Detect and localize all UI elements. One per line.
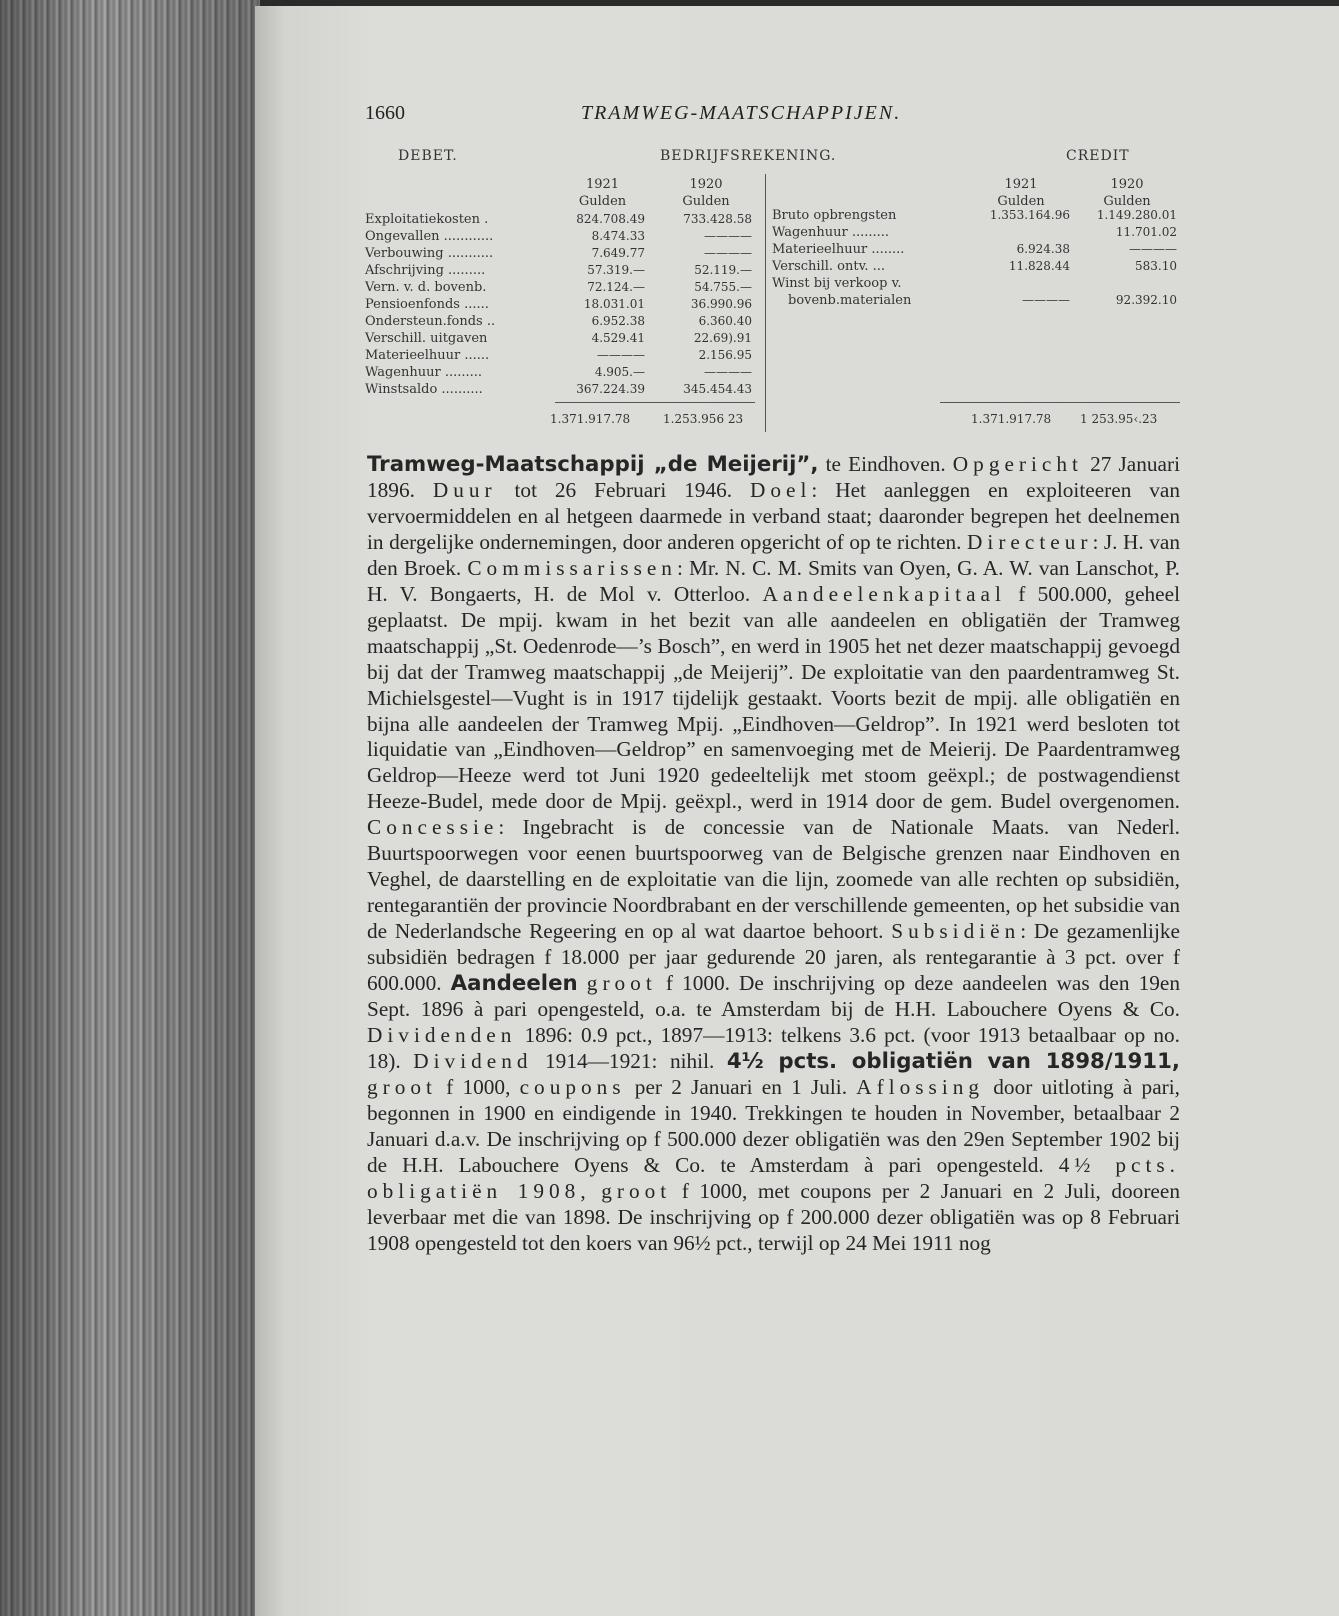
debit-row (360, 331, 760, 346)
value-1920: 6.360.40 (698, 314, 752, 328)
book-page-edges (0, 0, 260, 1616)
year-label: 1921 (1004, 177, 1038, 192)
row-label: Ongevallen ............ (365, 229, 494, 244)
value-1920: 583.10 (1135, 259, 1177, 273)
value-1921: 72.124.— (587, 280, 645, 294)
credit-row (772, 208, 1192, 223)
field-keyword: groot (367, 1074, 437, 1099)
debit-row (360, 365, 760, 380)
year-label: 1920 (1110, 177, 1144, 192)
field-keyword: Opgericht (952, 452, 1083, 476)
credit-row (772, 242, 1192, 257)
row-label: Ondersteun.fonds .. (365, 314, 496, 329)
value-1921: 824.708.49 (576, 212, 645, 226)
account-title: BEDRIJFSREKENING. (660, 148, 837, 164)
value-1920: 11.701.02 (1115, 225, 1177, 239)
year-label: 1921 (585, 177, 620, 192)
entry-text (578, 971, 587, 995)
running-head (365, 100, 1165, 130)
row-label: bovenb.materialen (788, 293, 912, 308)
field-keyword: Aandeelenkapitaal (762, 581, 1006, 606)
entry-paragraph (367, 452, 1180, 1257)
unit-label: Gulden (1103, 194, 1151, 209)
row-label: Vern. v. d. bovenb. (365, 280, 487, 295)
credit-row (772, 225, 1192, 240)
row-label: Exploitatiekosten . (365, 212, 489, 227)
value-1920: 54.755.— (694, 280, 752, 294)
field-keyword: Directeur (967, 529, 1093, 554)
company-entry-text (367, 452, 1180, 1572)
value-1920: 92.392.10 (1115, 293, 1177, 307)
row-label: Materieelhuur ...... (365, 348, 490, 363)
entry-text: per 2 Januari en 1 Juli. (625, 1074, 857, 1099)
debit-heading: DEBET. (398, 148, 458, 164)
credit-heading: CREDIT (1066, 148, 1130, 164)
entry-text: : Het aanleggen en exploiteeren van vervoermiddelen en al hetgeen daarmede in verband staat; daaronder begrepen het deelnemen in dergelijke ondernemingen, door anderen opgericht of op te richten. (367, 477, 1180, 554)
value-1920: ———— (704, 365, 752, 379)
entry-text: 1896: 0.9 pct., 1897—1913: telkens 3.6 pct. (voor 1913 betaalbaar op no. 18). (367, 1022, 1180, 1073)
debit-row (360, 280, 760, 295)
row-label: Materieelhuur ........ (772, 242, 905, 257)
debit-total-1921: 1.371.917.78 (550, 412, 631, 426)
value-1920: 1.149.280.01 (1096, 208, 1177, 222)
field-keyword: coupons (519, 1074, 626, 1099)
row-label: Verschill. uitgaven (365, 331, 488, 346)
value-1920: ———— (704, 246, 752, 260)
value-1921: 11.828.44 (1008, 259, 1070, 273)
entry-text: te Eindhoven. (818, 452, 953, 476)
entry-text: f 1000, (436, 1074, 520, 1099)
field-keyword: Concessie (367, 815, 499, 840)
debit-col-1921 (560, 176, 645, 210)
value-1920: ———— (704, 229, 752, 243)
field-keyword: Dividenden (367, 1022, 517, 1047)
value-1921: 8.474.33 (591, 229, 645, 243)
field-keyword: groot (586, 971, 657, 996)
field-keyword: groot (601, 1178, 672, 1203)
field-keyword: Aflossing (856, 1074, 985, 1099)
row-label: Winstsaldo .......... (365, 382, 483, 397)
field-keyword: Doel (749, 477, 812, 502)
entry-text: : De gezamenlijke subsidiën bedragen f 18.000 per jaar gedurende 20 jaren, als rentegarantie à 3 pct. over f 600.000. (367, 919, 1180, 996)
entry-text: f 500.000, geheel geplaatst. De mpij. kwam in het bezit van alle aandeelen en obligatiën der Tramweg maatschappij „St. Oedenrode—’s Bosch”, en werd in 1905 het net dezer maatschappij gevoegd bij dat der Tramweg maatschappij „de Meijerij”. De exploitatie van den paardentramweg St. Michielsgestel—Vught is in 1917 tijdelijk gestaakt. Voorts bezit de mpij. alle obligatiën en bijna alle aandeelen der Tramweg Mpij. „Eindhoven—Geldrop”. In 1921 werd besloten tot liquidatie van „Eindhoven—Geldrop” en samenvoeging met de Meierij. De Paardentramweg Geldrop—Heeze werd tot Juni 1920 gedeeltelijk met stoom geëxpl.; de postwagendienst Heeze-Budel, mede door de Mpij. geëxpl., werd in 1914 door de gem. Budel overgenomen. (367, 581, 1180, 814)
row-label: Afschrijving ......... (365, 263, 486, 278)
debit-row (360, 297, 760, 312)
field-keyword: Duur (432, 477, 497, 502)
credit-row (772, 293, 1192, 308)
value-1920: 22.69).91 (693, 331, 752, 345)
entry-text (591, 1179, 602, 1203)
entry-text: door uitloting à pari, begonnen in 1900 en eindigende in 1940. Trekkingen te houden in November, betaalbaar 2 Januari d.a.v. De inschrijving op f 500.000 dezer obligatiën was den 29en September 1902 bij de H.H. Labouchere Oyens & Co. te Amsterdam à pari opengesteld. (367, 1074, 1180, 1177)
unit-label: Gulden (578, 194, 627, 209)
column-divider (765, 174, 766, 432)
debit-row (360, 263, 760, 278)
entry-text: 1914—1921: nihil. (532, 1048, 727, 1073)
value-1920: 733.428.58 (683, 212, 752, 226)
value-1921: 6.924.38 (1016, 242, 1070, 256)
debit-total-1920: 1.253.956 23 (663, 412, 744, 426)
value-1921: 1.353.164.96 (989, 208, 1070, 222)
unit-label: Gulden (997, 194, 1045, 209)
row-label: Winst bij verkoop v. (772, 276, 902, 291)
field-keyword: Dividend (413, 1048, 533, 1073)
debit-row (360, 229, 760, 244)
field-keyword: Subsidiën (891, 919, 1021, 944)
section-heading: 4½ pcts. obligatiën van 1898/1911, (726, 1048, 1180, 1074)
entry-text: : Ingebracht is de concessie van de Nationale Maats. van Nederl. Buurtspoorwegen voor eenen buurtspoorweg van de Belgische grenzen naar Eindhoven en Veghel, de daarstelling en de exploitatie van die lijn, zoomede van alle rechten op subsidiën, rentegarantiën der provincie Noordbrabant en der verschillende gemeenten, op het subsidie van de Nederlandsche Regeering en op al wat daartoe behoort. (367, 815, 1180, 944)
credit-total-1920: 1 253.95‹.23 (1080, 412, 1158, 426)
debit-row (360, 212, 760, 227)
company-name-heading: Tramweg-Maatschappij „de Meijerij”, (367, 452, 819, 477)
credit-row (772, 276, 1192, 291)
value-1921: ———— (597, 348, 645, 362)
row-label: Verschill. ontv. ... (772, 259, 886, 274)
row-label: Bruto opbrengsten (772, 208, 897, 223)
debit-row (360, 246, 760, 261)
page-number: 1660 (365, 102, 405, 124)
credit-row (772, 259, 1192, 274)
row-label: Wagenhuur ......... (772, 225, 890, 240)
row-label: Wagenhuur ......... (365, 365, 483, 380)
entry-text: 27 Januari 1896. (367, 452, 1180, 502)
field-keyword: 4½ pcts. obligatiën 1908, (367, 1152, 1181, 1203)
entry-text: : J. H. van den Broek. (367, 529, 1180, 580)
credit-total-1921: 1.371.917.78 (971, 412, 1052, 426)
value-1921: 367.224.39 (576, 382, 645, 396)
value-1921: 18.031.01 (583, 297, 645, 311)
year-label: 1920 (689, 177, 723, 192)
bedrijfsrekening-table (360, 148, 1190, 438)
value-1920: ———— (1129, 242, 1177, 256)
value-1921: ———— (1022, 293, 1070, 307)
credit-total-rule (940, 402, 1180, 403)
debit-row (360, 348, 760, 363)
debit-total-rule (555, 402, 755, 403)
value-1921: 7.649.77 (591, 246, 645, 260)
debit-col-1920 (660, 176, 752, 210)
entry-text: : Mr. N. C. M. Smits van Oyen, G. A. W. van Lanschot, P. H. V. Bongaerts, H. de Mol v. Otterloo. (367, 555, 1180, 606)
value-1921: 4.529.41 (591, 331, 645, 345)
value-1920: 36.990.96 (690, 297, 752, 311)
credit-col-1920 (1077, 176, 1177, 210)
value-1921: 6.952.38 (591, 314, 645, 328)
debit-row (360, 382, 760, 397)
entry-text: f 1000. De inschrijving op deze aandeelen was den 19en Sept. 1896 à pari opengesteld, o.a. te Amsterdam bij de H.H. Labouchere Oyens & Co. (367, 971, 1180, 1022)
row-label: Verbouwing ........... (365, 246, 494, 261)
entry-text: tot 26 Februari 1946. (496, 477, 750, 502)
field-keyword: Commissarissen (467, 555, 677, 580)
credit-col-1921 (972, 176, 1070, 210)
section-heading: Aandeelen (450, 971, 578, 997)
value-1920: 2.156.95 (698, 348, 752, 362)
entry-text: f 1000, met coupons per 2 Januari en 2 Juli, dooreen leverbaar met die van 1898. De inschrijving op f 200.000 dezer obligatiën was op 8 Februari 1908 opengesteld tot den koers van 96½ pct., terwijl op 24 Mei 1911 nog (367, 1178, 1180, 1255)
value-1920: 52.119.— (694, 263, 752, 277)
row-label: Pensioenfonds ...... (365, 297, 489, 312)
value-1921: 4.905.— (594, 365, 645, 379)
value-1921: 57.319.— (587, 263, 645, 277)
value-1920: 345.454.43 (683, 382, 752, 396)
debit-row (360, 314, 760, 329)
unit-label: Gulden (682, 194, 730, 209)
running-title: TRAMWEG-MAATSCHAPPIJEN. (581, 102, 902, 124)
